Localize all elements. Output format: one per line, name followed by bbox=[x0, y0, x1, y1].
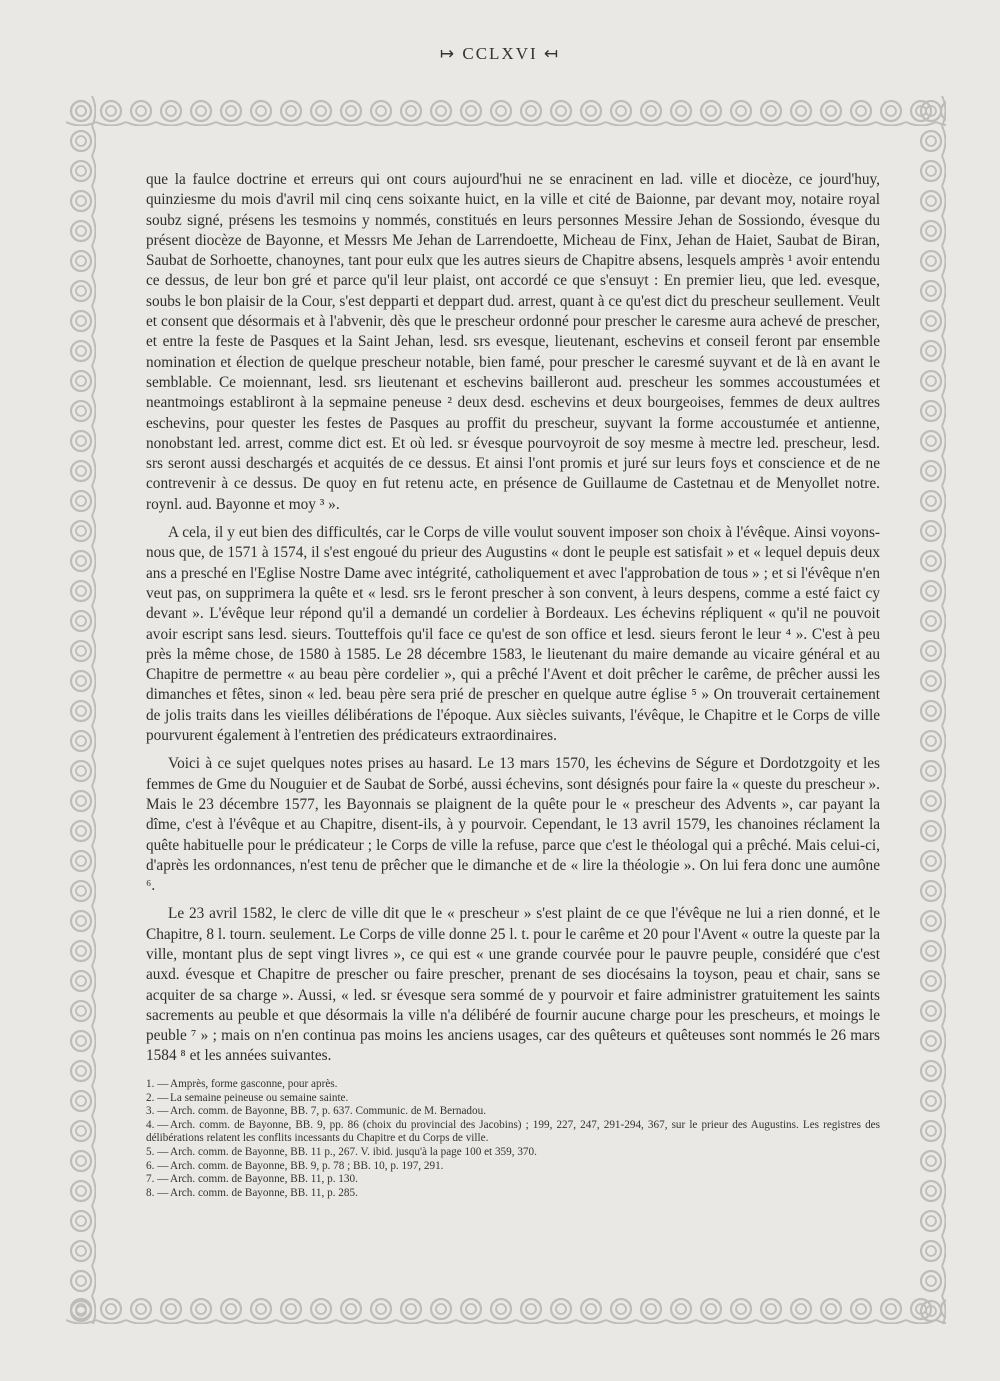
border-left bbox=[66, 96, 96, 1324]
border-bottom bbox=[66, 1294, 946, 1324]
page-number: CCLXVI bbox=[462, 44, 538, 63]
ornament-left-icon: ↦ bbox=[439, 44, 457, 63]
footnote: 2. — La semaine peineuse ou semaine sainte. bbox=[146, 1091, 349, 1104]
footnote: 7. — Arch. comm. de Bayonne, BB. 11, p. 130. bbox=[146, 1173, 358, 1186]
page-header bbox=[0, 44, 1000, 64]
footnote: 5. — Arch. comm. de Bayonne, BB. 11 p., 267. V. ibid. jusqu'à la page 100 et 359, 370. bbox=[146, 1145, 537, 1158]
footnote: 3. — Arch. comm. de Bayonne, BB. 7, p. 637. Communic. de M. Bernadou. bbox=[146, 1105, 487, 1118]
footnote: 1. — Amprès, forme gasconne, pour après. bbox=[146, 1078, 338, 1090]
paragraph: que la faulce doctrine et erreurs qui ont cours aujourd'hui ne se enracinent en lad. ville et diocèze, ce jourd'huy, quinziesme du mois d'avril mil cinq cens soixante huict, en la ville et cité de Baionne, par devant moy, notaire royal soubz signé, présens les tesmoins y nommés, constitués en leurs personnes Messire Jehan de Sossiondo, évesque du présent diocèze de Bayonne, et Messrs Me Jehan de Larrendoette, Micheau de Finx, Jehan de Haiet, Saubat de Biran, Saubat de Sorhoette, chanoynes, tant pour eulx que les autres sieurs de Chapitre absens, lesquels amprès ¹ avoir entendu ce dessus, de leur bon gré et parce qu'il leur plaist, ont accordé ce que s'ensuyt : En premier lieu, que led. evesque, soubs le bon plaisir de la Cour, s'est depparti et deppart dud. arrest, quant à ce qu'est dict du prescheur seullement. Veult et consent que désormais et à l'abvenir, dès que le prescheur ordonné pour prescher le caresme aura achevé de prescher, et entre la feste de Pasques et la Saint Jehan, lesd. srs evesque, lieutenant, eschevins et conseil feront par ensemble nomination et élection de quelque prescheur notable, bien famé, pour prescher le caresmé suyvant et de là en avant le semblable. Ce moiennant, lesd. srs lieutenant et eschevins bailleront aud. prescheur les sommes accoustumées et neantmoings establiront à la sepmaine peneuse ² deux desd. eschevins et deux bourgeoises, femmes de deux aultres eschevins, pour quester les festes de Pasques au proffit du prescheur, suyvant la forme accoustumée et antienne, nonobstant led. arrest, comme dict est. Et où led. sr évesque pourvoyroit de soy mesme à mectre led. prescheur, lesd. srs seront aussi deschargés et acquités de ce dessus. Et ainsi l'ont promis et juré sur leurs foys et conscience et de ne contrevenir à ce dessus. De quoy en fut retenu acte, en présence de Guillaume de Castetnau et de Menyollet notre. roynl. aud. Bayonne et moy ³ ». bbox=[146, 171, 880, 513]
body-text bbox=[146, 170, 880, 1075]
footnote: 8. — Arch. comm. de Bayonne, BB. 11, p. 285. bbox=[146, 1186, 358, 1199]
footnote: 6. — Arch. comm. de Bayonne, BB. 9, p. 78 ; BB. 10, p. 197, 291. bbox=[146, 1159, 444, 1172]
footnotes bbox=[146, 1078, 880, 1200]
border-right bbox=[916, 96, 946, 1324]
paragraph: Voici à ce sujet quelques notes prises au hasard. Le 13 mars 1570, les échevins de Ségure et Dordotzgoity et les femmes de Gme du Nouguier et de Saubat de Sorbé, aussi échevins, sont désignés pour faire la « queste du prescheur ». Mais le 23 décembre 1577, les Bayonnais se plaignent de la quête pour le « prescheur des Advents », car payant la dîme, c'est à l'évêque et au Chapitre, disent-ils, à y pourvoir. Cependant, le 13 avril 1579, les chanoines réclament la quête habituelle pour le prédicateur ; le Corps de ville la refuse, parce que c'est le théologal qui a prêché. Mais celui-ci, d'après les ordonnances, n'est tenu de prêcher que le dimanche et de « lire la théologie ». On lui fera donc une aumône ⁶. bbox=[146, 755, 880, 895]
paragraph: A cela, il y eut bien des difficultés, car le Corps de ville voulut souvent imposer son choix à l'évêque. Ainsi voyons-nous que, de 1571 à 1574, il s'est engoué du prieur des Augustins « dont le peuple est satisfait » et « lequel depuis deux ans a presché en l'Eglise Nostre Dame avec intégrité, catholiquement et avec l'approbation de tous » ; et si l'évêque n'en veut pas, on supprimera la quête et « lesd. srs le feront prescher à son convent, à leurs despens, comme a esté faict cy devant ». L'évêque leur répond qu'il a demandé un cordelier à Bordeaux. Les échevins répliquent « qu'il ne pouvoit avoir escript sans lesd. sieurs. Toutteffois qu'il face ce qu'est de son office et lesd. sieurs feront le leur ⁴ ». C'est à peu près la même chose, de 1580 à 1585. Le 28 décembre 1583, le lieutenant du maire demande au vicaire général et au Chapitre de permettre « au beau père cordelier », qui a prêché l'Avent et doit prêcher le carême, de prêcher aussi les dimanches et fêtes, sinon « led. beau père sera prié de prescher en quelque autre église ⁵ » On trouverait certainement de jolis traits dans les vieilles délibérations de l'époque. Aux siècles suivants, l'évêque, le Chapitre et le Corps de ville pourvurent également à l'entretien des prédicateurs extraordinaires. bbox=[146, 524, 880, 745]
footnote: 4. — Arch. comm. de Bayonne, BB. 9, pp. 86 (choix du provincial des Jacobins) ; 199, 227, 247, 291-294, 367, sur le prieur des Augustins. Les registres des délibérations relatent les conflits incessants du Chapitre et du Corps de ville. bbox=[146, 1118, 880, 1145]
paragraph: Le 23 avril 1582, le clerc de ville dit que le « prescheur » s'est plaint de ce que l'évêque ne lui a rien donné, et le Chapitre, 8 l. tourn. seulement. Le Corps de ville donne 25 l. t. pour le carême et 20 pour l'Avent « outre la queste par la ville, montant plus de sept vingt livres », ce qui est « une grande courvée pour le pauvre peuple, considéré que c'est auxd. évesque et Chapitre de prescher ou faire prescher, prenant de ses diocésains la toyson, peau et chair, sans se acquiter de sa charge ». Aussi, « led. sr évesque sera sommé de y pourvoir et faire administrer gratuitement les saints sacrements au peuble et que désormais la ville n'a délibéré de fournir aucune charge pour les prescheurs, et moings le peuble ⁷ » ; mais on n'en continua pas moins les anciens usages, car des quêteurs et quêteuses sont nommés le 26 mars 1584 ⁸ et les années suivantes. bbox=[146, 905, 880, 1065]
border-top bbox=[66, 96, 946, 126]
ornament-right-icon: ↤ bbox=[543, 44, 561, 63]
